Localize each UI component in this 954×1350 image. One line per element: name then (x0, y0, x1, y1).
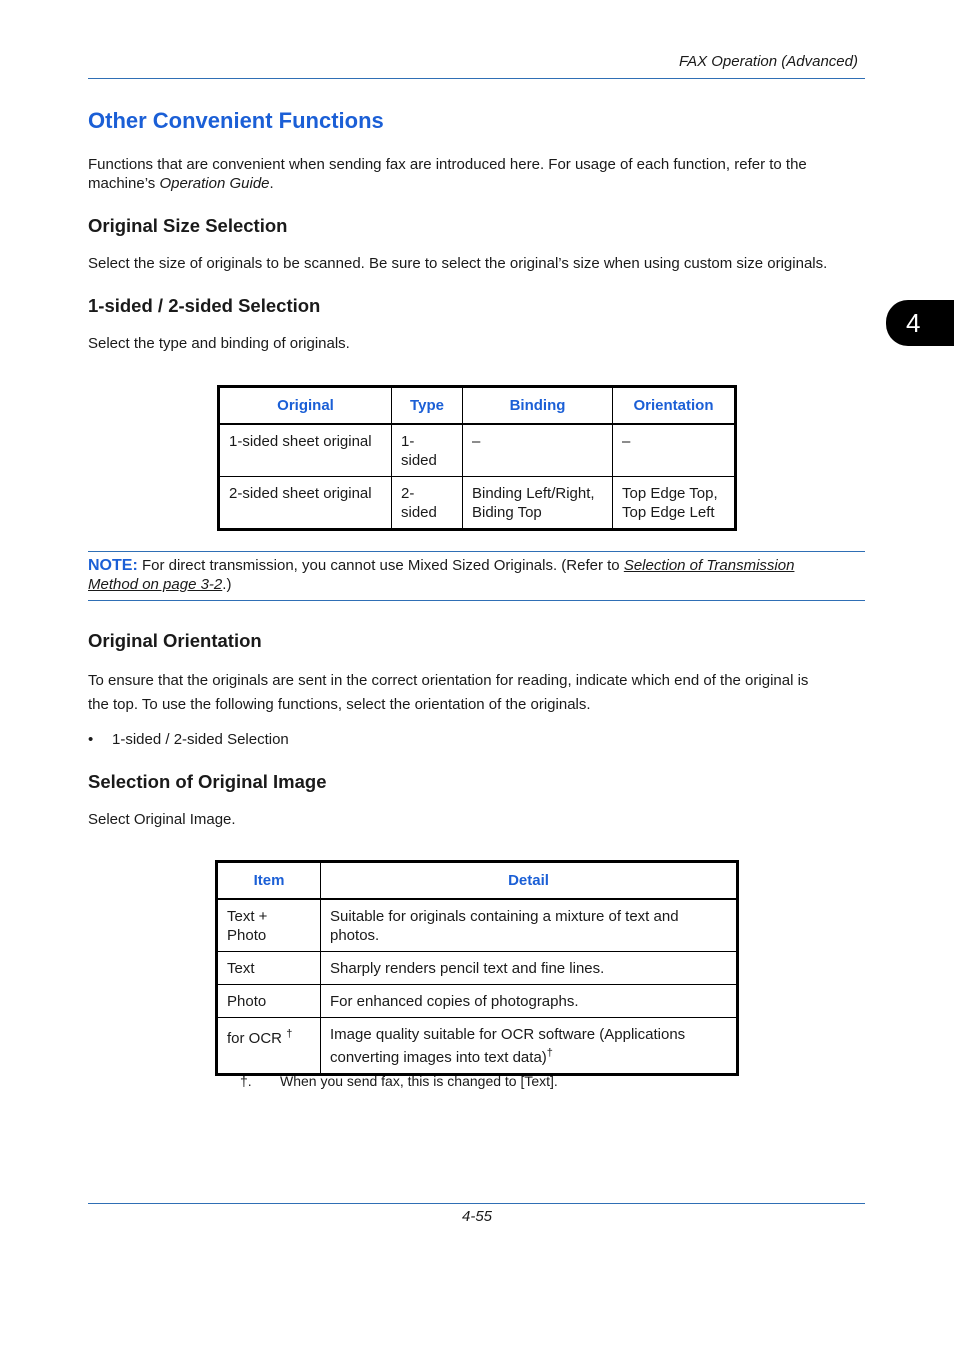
cell-detail (321, 1018, 738, 1075)
cell-type: 1- sided (392, 424, 463, 477)
note-bottom-rule (88, 600, 865, 601)
cell-orientation: Top Edge Top, Top Edge Left (613, 477, 736, 530)
orientation-body-line-2: the top. To use the following functions, select the orientation of the originals. (88, 696, 591, 713)
page-title: Other Convenient Functions (88, 108, 384, 133)
cell-detail: Suitable for originals containing a mixture of text and photos. (321, 899, 738, 952)
original-image-body: Select Original Image. (88, 811, 236, 828)
transmission-method-link[interactable]: Selection of Transmission (623, 557, 795, 574)
dagger-mark: † (546, 1047, 553, 1059)
cell-original: 2-sided sheet original (219, 477, 392, 530)
header-rule (88, 78, 865, 79)
sided-selection-body: Select the type and binding of originals. (88, 335, 350, 352)
cell-detail: Sharply renders pencil text and fine lines. (321, 952, 738, 985)
bullet-mark: • (88, 731, 94, 748)
cell-item: Text (217, 952, 321, 985)
intro-line-2-suffix: . (269, 175, 274, 192)
note-top-rule (88, 551, 865, 552)
table-row (217, 985, 738, 1018)
table-header-row (217, 862, 738, 900)
note-text: For direct transmission, you cannot use Mixed Sized Originals. (Refer to (137, 557, 624, 574)
intro-line-2-prefix: machine’s (88, 175, 160, 192)
sided-selection-table (217, 385, 737, 531)
note-end: .) (222, 576, 232, 593)
cell-item: Photo (217, 985, 321, 1018)
transmission-method-link-cont[interactable]: Method on page 3-2 (88, 576, 223, 593)
cell-detail: For enhanced copies of photographs. (321, 985, 738, 1018)
footnote-mark: †. (240, 1073, 252, 1089)
page-number: 4-55 (461, 1208, 493, 1225)
cell-item: Text + Photo (217, 899, 321, 952)
cell-detail-text: Image quality suitable for OCR software (Applications converting images into text data) (330, 1026, 686, 1066)
col-header-binding: Binding (463, 387, 613, 425)
header-section-title: FAX Operation (Advanced) (679, 53, 858, 70)
table-row (219, 477, 736, 530)
cell-item (217, 1018, 321, 1075)
cell-original: 1-sided sheet original (219, 424, 392, 477)
original-image-table (215, 860, 739, 1076)
heading-original-orientation: Original Orientation (88, 630, 262, 651)
col-header-original: Original (219, 387, 392, 425)
col-header-item: Item (217, 862, 321, 900)
table-header-row (219, 387, 736, 425)
cell-item-text: for OCR (227, 1030, 287, 1047)
cell-binding: – (463, 424, 613, 477)
orientation-bullet (88, 730, 289, 749)
original-size-body: Select the size of originals to be scanned. Be sure to select the original’s size when using custom size originals. (88, 255, 828, 272)
orientation-body-line-1: To ensure that the originals are sent in the correct orientation for reading, indicate which end of the original is (88, 672, 809, 689)
footnote-text: When you send fax, this is changed to [Text]. (280, 1073, 558, 1089)
table-row (217, 899, 738, 952)
col-header-orientation: Orientation (613, 387, 736, 425)
note-label: NOTE: (88, 557, 138, 574)
heading-sided-selection: 1-sided / 2-sided Selection (88, 295, 321, 316)
orientation-body (88, 669, 808, 717)
intro-paragraph (88, 155, 807, 193)
table-row (219, 424, 736, 477)
footer-rule (88, 1203, 865, 1204)
heading-original-image: Selection of Original Image (88, 771, 327, 792)
heading-original-size: Original Size Selection (88, 215, 288, 236)
table-row (217, 1018, 738, 1075)
note-block (88, 556, 794, 594)
cell-orientation: – (613, 424, 736, 477)
bullet-item: 1-sided / 2-sided Selection (112, 731, 289, 748)
cell-type: 2- sided (392, 477, 463, 530)
dagger-mark: † (286, 1028, 293, 1040)
chapter-tab: 4 (886, 300, 954, 346)
col-header-type: Type (392, 387, 463, 425)
operation-guide-ref: Operation Guide (159, 175, 270, 192)
intro-line-1: Functions that are convenient when sending fax are introduced here. For usage of each function, refer to the (88, 156, 807, 173)
cell-binding: Binding Left/Right, Biding Top (463, 477, 613, 530)
col-header-detail: Detail (321, 862, 738, 900)
table-row (217, 952, 738, 985)
